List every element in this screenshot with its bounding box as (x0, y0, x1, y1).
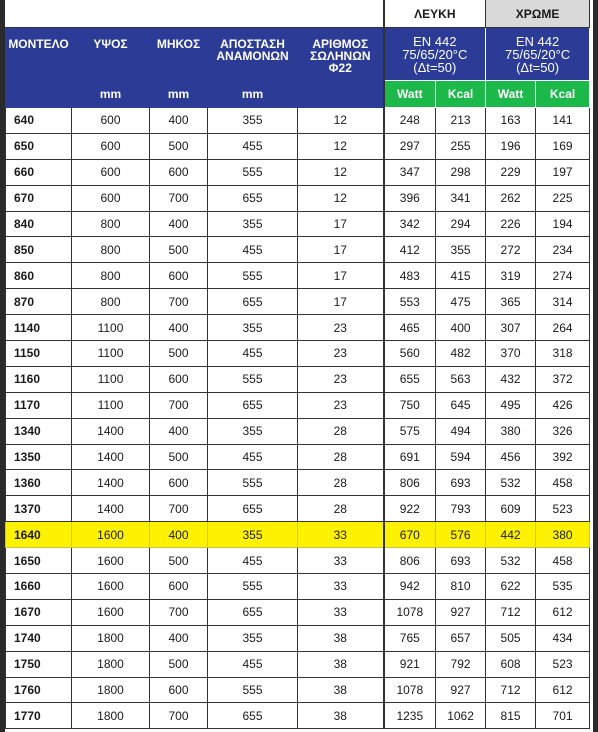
cell-chrome-kcal: 169 (536, 133, 590, 159)
radiator-spec-table (5, 0, 590, 729)
cell-chrome-watt: 196 (486, 133, 536, 159)
cell-length: 400 (150, 108, 208, 134)
cell-chrome-kcal: 434 (536, 625, 590, 651)
cell-chrome-watt: 712 (486, 599, 536, 625)
cell-chrome-watt: 609 (486, 496, 536, 522)
cell-chrome-kcal: 523 (536, 496, 590, 522)
cell-tubes: 33 (298, 522, 384, 548)
cell-chrome-watt: 365 (486, 289, 536, 315)
cell-white-watt: 1078 (384, 677, 436, 703)
cell-white-kcal: 693 (436, 548, 486, 574)
brand-chrome-header: ΧΡΩΜΕ (486, 0, 590, 28)
unit-model (6, 81, 72, 108)
cell-chrome-watt: 505 (486, 625, 536, 651)
cell-white-watt: 1078 (384, 599, 436, 625)
cell-tubes: 33 (298, 574, 384, 600)
cell-height: 1400 (72, 418, 150, 444)
cell-spacing: 355 (208, 625, 298, 651)
cell-white-kcal: 298 (436, 159, 486, 185)
cell-height: 800 (72, 289, 150, 315)
standard-line-3: (Δt=50) (516, 59, 560, 75)
table-row (6, 548, 590, 574)
cell-model: 650 (6, 133, 72, 159)
cell-chrome-watt: 163 (486, 108, 536, 134)
table-row (6, 677, 590, 703)
cell-height: 600 (72, 159, 150, 185)
cell-chrome-watt: 442 (486, 522, 536, 548)
cell-white-kcal: 810 (436, 574, 486, 600)
cell-white-kcal: 927 (436, 599, 486, 625)
cell-model: 1770 (6, 703, 72, 729)
cell-white-watt: 942 (384, 574, 436, 600)
cell-chrome-watt: 319 (486, 263, 536, 289)
cell-white-kcal: 494 (436, 418, 486, 444)
cell-tubes: 17 (298, 289, 384, 315)
cell-chrome-kcal: 264 (536, 315, 590, 341)
cell-white-watt: 922 (384, 496, 436, 522)
table-row (6, 108, 590, 134)
cell-white-watt: 560 (384, 341, 436, 367)
cell-height: 1400 (72, 470, 150, 496)
table-row (6, 341, 590, 367)
cell-spacing: 655 (208, 599, 298, 625)
cell-spacing: 455 (208, 651, 298, 677)
table-row (6, 444, 590, 470)
cell-white-watt: 750 (384, 392, 436, 418)
cell-white-kcal: 415 (436, 263, 486, 289)
cell-length: 700 (150, 703, 208, 729)
cell-chrome-watt: 262 (486, 185, 536, 211)
cell-tubes: 12 (298, 108, 384, 134)
cell-white-watt: 575 (384, 418, 436, 444)
cell-white-watt: 655 (384, 366, 436, 392)
cell-chrome-kcal: 523 (536, 651, 590, 677)
col-header-height: ΥΨΟΣ (72, 28, 150, 81)
cell-chrome-kcal: 318 (536, 341, 590, 367)
cell-model: 660 (6, 159, 72, 185)
cell-spacing: 655 (208, 392, 298, 418)
cell-chrome-watt: 226 (486, 211, 536, 237)
cell-height: 800 (72, 237, 150, 263)
cell-height: 1600 (72, 574, 150, 600)
cell-height: 1400 (72, 496, 150, 522)
cell-length: 400 (150, 625, 208, 651)
cell-length: 600 (150, 677, 208, 703)
cell-tubes: 12 (298, 185, 384, 211)
cell-length: 500 (150, 133, 208, 159)
cell-chrome-watt: 370 (486, 341, 536, 367)
cell-chrome-watt: 272 (486, 237, 536, 263)
cell-length: 500 (150, 341, 208, 367)
cell-white-watt: 921 (384, 651, 436, 677)
cell-length: 400 (150, 418, 208, 444)
cell-length: 700 (150, 599, 208, 625)
cell-model: 1150 (6, 341, 72, 367)
cell-spacing: 455 (208, 444, 298, 470)
cell-tubes: 28 (298, 470, 384, 496)
cell-white-watt: 691 (384, 444, 436, 470)
cell-model: 1670 (6, 599, 72, 625)
cell-chrome-watt: 380 (486, 418, 536, 444)
cell-white-watt: 1235 (384, 703, 436, 729)
cell-model: 640 (6, 108, 72, 134)
cell-length: 600 (150, 366, 208, 392)
table-row (6, 211, 590, 237)
table-row (6, 625, 590, 651)
cell-white-watt: 347 (384, 159, 436, 185)
table-row (6, 159, 590, 185)
cell-chrome-kcal: 314 (536, 289, 590, 315)
cell-chrome-kcal: 326 (536, 418, 590, 444)
cell-length: 400 (150, 522, 208, 548)
cell-white-kcal: 294 (436, 211, 486, 237)
standard-line-3: (Δt=50) (413, 59, 457, 75)
cell-chrome-kcal: 274 (536, 263, 590, 289)
cell-length: 600 (150, 263, 208, 289)
cell-height: 800 (72, 263, 150, 289)
cell-tubes: 28 (298, 496, 384, 522)
unit-tubes (298, 81, 384, 108)
col-header-model: ΜΟΝΤΕΛΟ (6, 28, 72, 81)
radiator-spec-sheet (5, 0, 593, 732)
cell-spacing: 555 (208, 263, 298, 289)
cell-chrome-watt: 608 (486, 651, 536, 677)
cell-model: 1160 (6, 366, 72, 392)
cell-height: 1800 (72, 625, 150, 651)
cell-length: 700 (150, 392, 208, 418)
cell-height: 800 (72, 211, 150, 237)
cell-height: 1100 (72, 366, 150, 392)
cell-chrome-kcal: 458 (536, 548, 590, 574)
unit-spacing: mm (208, 81, 298, 108)
cell-height: 1600 (72, 548, 150, 574)
cell-chrome-kcal: 141 (536, 108, 590, 134)
cell-chrome-kcal: 392 (536, 444, 590, 470)
cell-chrome-kcal: 197 (536, 159, 590, 185)
cell-tubes: 33 (298, 599, 384, 625)
cell-tubes: 38 (298, 677, 384, 703)
table-body (6, 108, 590, 729)
cell-tubes: 38 (298, 703, 384, 729)
cell-model: 1340 (6, 418, 72, 444)
cell-model: 1750 (6, 651, 72, 677)
cell-model: 1140 (6, 315, 72, 341)
unit-chrome-watt: Watt (486, 81, 536, 108)
cell-length: 500 (150, 237, 208, 263)
cell-tubes: 17 (298, 237, 384, 263)
cell-length: 500 (150, 444, 208, 470)
cell-height: 1600 (72, 522, 150, 548)
table-row (6, 470, 590, 496)
cell-white-kcal: 792 (436, 651, 486, 677)
cell-height: 1400 (72, 444, 150, 470)
cell-chrome-watt: 532 (486, 548, 536, 574)
cell-tubes: 28 (298, 444, 384, 470)
cell-spacing: 455 (208, 341, 298, 367)
table-row (6, 651, 590, 677)
cell-model: 860 (6, 263, 72, 289)
cell-chrome-kcal: 380 (536, 522, 590, 548)
cell-white-watt: 396 (384, 185, 436, 211)
cell-white-watt: 342 (384, 211, 436, 237)
cell-white-kcal: 1062 (436, 703, 486, 729)
cell-spacing: 555 (208, 470, 298, 496)
unit-height: mm (72, 81, 150, 108)
cell-height: 1800 (72, 651, 150, 677)
cell-model: 1640 (6, 522, 72, 548)
cell-chrome-kcal: 612 (536, 599, 590, 625)
cell-white-kcal: 793 (436, 496, 486, 522)
cell-white-kcal: 927 (436, 677, 486, 703)
cell-spacing: 655 (208, 703, 298, 729)
cell-chrome-kcal: 225 (536, 185, 590, 211)
cell-height: 1800 (72, 677, 150, 703)
cell-chrome-kcal: 194 (536, 211, 590, 237)
cell-spacing: 355 (208, 315, 298, 341)
cell-white-kcal: 341 (436, 185, 486, 211)
standard-line-1: EN 442 (413, 33, 457, 49)
cell-chrome-kcal: 234 (536, 237, 590, 263)
table-row (6, 237, 590, 263)
cell-chrome-kcal: 458 (536, 470, 590, 496)
cell-white-kcal: 400 (436, 315, 486, 341)
cell-spacing: 555 (208, 677, 298, 703)
col-header-length: ΜΗΚΟΣ (150, 28, 208, 81)
table-row (6, 418, 590, 444)
cell-white-watt: 483 (384, 263, 436, 289)
cell-chrome-watt: 815 (486, 703, 536, 729)
cell-chrome-kcal: 535 (536, 574, 590, 600)
standard-line-2: 75/65/20°C (402, 46, 468, 62)
cell-spacing: 355 (208, 418, 298, 444)
unit-white-kcal: Kcal (436, 81, 486, 108)
cell-model: 1360 (6, 470, 72, 496)
brand-white-header: ΛΕΥΚΗ (384, 0, 486, 28)
table-row (6, 392, 590, 418)
cell-white-kcal: 657 (436, 625, 486, 651)
standard-line-2: 75/65/20°C (504, 46, 571, 62)
cell-model: 1760 (6, 677, 72, 703)
cell-chrome-watt: 622 (486, 574, 536, 600)
cell-length: 700 (150, 185, 208, 211)
cell-spacing: 455 (208, 548, 298, 574)
cell-spacing: 555 (208, 574, 298, 600)
cell-height: 1100 (72, 341, 150, 367)
cell-white-kcal: 482 (436, 341, 486, 367)
cell-length: 600 (150, 159, 208, 185)
cell-model: 1740 (6, 625, 72, 651)
cell-model: 1170 (6, 392, 72, 418)
table-row (6, 522, 590, 548)
table-row (6, 133, 590, 159)
cell-length: 500 (150, 548, 208, 574)
cell-tubes: 23 (298, 341, 384, 367)
cell-white-watt: 297 (384, 133, 436, 159)
cell-spacing: 655 (208, 185, 298, 211)
cell-model: 670 (6, 185, 72, 211)
cell-spacing: 455 (208, 133, 298, 159)
cell-white-watt: 412 (384, 237, 436, 263)
cell-tubes: 23 (298, 315, 384, 341)
cell-height: 1800 (72, 703, 150, 729)
cell-chrome-kcal: 701 (536, 703, 590, 729)
cell-tubes: 17 (298, 211, 384, 237)
col-header-tubes: ΑΡΙΘΜΟΣ ΣΩΛΗΝΩΝ Φ22 (298, 28, 384, 81)
cell-white-watt: 670 (384, 522, 436, 548)
unit-chrome-kcal: Kcal (536, 81, 590, 108)
cell-model: 1650 (6, 548, 72, 574)
cell-tubes: 33 (298, 548, 384, 574)
standard-white-header (384, 28, 486, 81)
cell-length: 400 (150, 315, 208, 341)
cell-white-kcal: 255 (436, 133, 486, 159)
cell-chrome-kcal: 612 (536, 677, 590, 703)
cell-chrome-watt: 432 (486, 366, 536, 392)
table-row (6, 366, 590, 392)
table-row (6, 263, 590, 289)
table-row (6, 574, 590, 600)
cell-white-watt: 248 (384, 108, 436, 134)
cell-chrome-kcal: 372 (536, 366, 590, 392)
cell-tubes: 17 (298, 263, 384, 289)
cell-chrome-watt: 307 (486, 315, 536, 341)
cell-white-kcal: 563 (436, 366, 486, 392)
cell-tubes: 38 (298, 625, 384, 651)
unit-length: mm (150, 81, 208, 108)
cell-chrome-watt: 229 (486, 159, 536, 185)
cell-height: 1600 (72, 599, 150, 625)
table-row (6, 289, 590, 315)
cell-tubes: 28 (298, 418, 384, 444)
cell-chrome-watt: 712 (486, 677, 536, 703)
cell-white-watt: 465 (384, 315, 436, 341)
cell-chrome-kcal: 426 (536, 392, 590, 418)
cell-spacing: 555 (208, 159, 298, 185)
cell-model: 1660 (6, 574, 72, 600)
cell-tubes: 23 (298, 392, 384, 418)
cell-white-kcal: 576 (436, 522, 486, 548)
cell-model: 840 (6, 211, 72, 237)
cell-model: 850 (6, 237, 72, 263)
table-row (6, 599, 590, 625)
cell-tubes: 12 (298, 133, 384, 159)
cell-length: 500 (150, 651, 208, 677)
cell-chrome-watt: 495 (486, 392, 536, 418)
table-row (6, 496, 590, 522)
cell-spacing: 355 (208, 108, 298, 134)
cell-spacing: 355 (208, 522, 298, 548)
cell-model: 870 (6, 289, 72, 315)
cell-white-watt: 806 (384, 548, 436, 574)
cell-white-watt: 553 (384, 289, 436, 315)
cell-spacing: 355 (208, 211, 298, 237)
cell-model: 1370 (6, 496, 72, 522)
cell-white-kcal: 213 (436, 108, 486, 134)
table-row (6, 703, 590, 729)
cell-height: 600 (72, 133, 150, 159)
cell-white-kcal: 355 (436, 237, 486, 263)
cell-length: 600 (150, 574, 208, 600)
cell-white-watt: 765 (384, 625, 436, 651)
cell-chrome-watt: 532 (486, 470, 536, 496)
cell-length: 400 (150, 211, 208, 237)
cell-white-kcal: 693 (436, 470, 486, 496)
cell-spacing: 455 (208, 237, 298, 263)
unit-white-watt: Watt (384, 81, 436, 108)
col-header-spacing: ΑΠΟΣΤΑΣΗ ΑΝΑΜΟΝΩΝ (208, 28, 298, 81)
cell-height: 1100 (72, 315, 150, 341)
cell-tubes: 12 (298, 159, 384, 185)
cell-tubes: 38 (298, 651, 384, 677)
cell-height: 600 (72, 108, 150, 134)
cell-model: 1350 (6, 444, 72, 470)
cell-length: 600 (150, 470, 208, 496)
standard-line-1: EN 442 (515, 33, 560, 49)
cell-chrome-watt: 456 (486, 444, 536, 470)
cell-white-kcal: 475 (436, 289, 486, 315)
cell-white-kcal: 645 (436, 392, 486, 418)
cell-spacing: 655 (208, 496, 298, 522)
cell-tubes: 23 (298, 366, 384, 392)
cell-length: 700 (150, 496, 208, 522)
cell-height: 1100 (72, 392, 150, 418)
cell-length: 700 (150, 289, 208, 315)
cell-spacing: 655 (208, 289, 298, 315)
header-blank (6, 0, 384, 28)
cell-height: 600 (72, 185, 150, 211)
cell-white-kcal: 594 (436, 444, 486, 470)
cell-spacing: 555 (208, 366, 298, 392)
standard-chrome-header (486, 28, 590, 81)
cell-white-watt: 806 (384, 470, 436, 496)
table-row (6, 315, 590, 341)
table-row (6, 185, 590, 211)
